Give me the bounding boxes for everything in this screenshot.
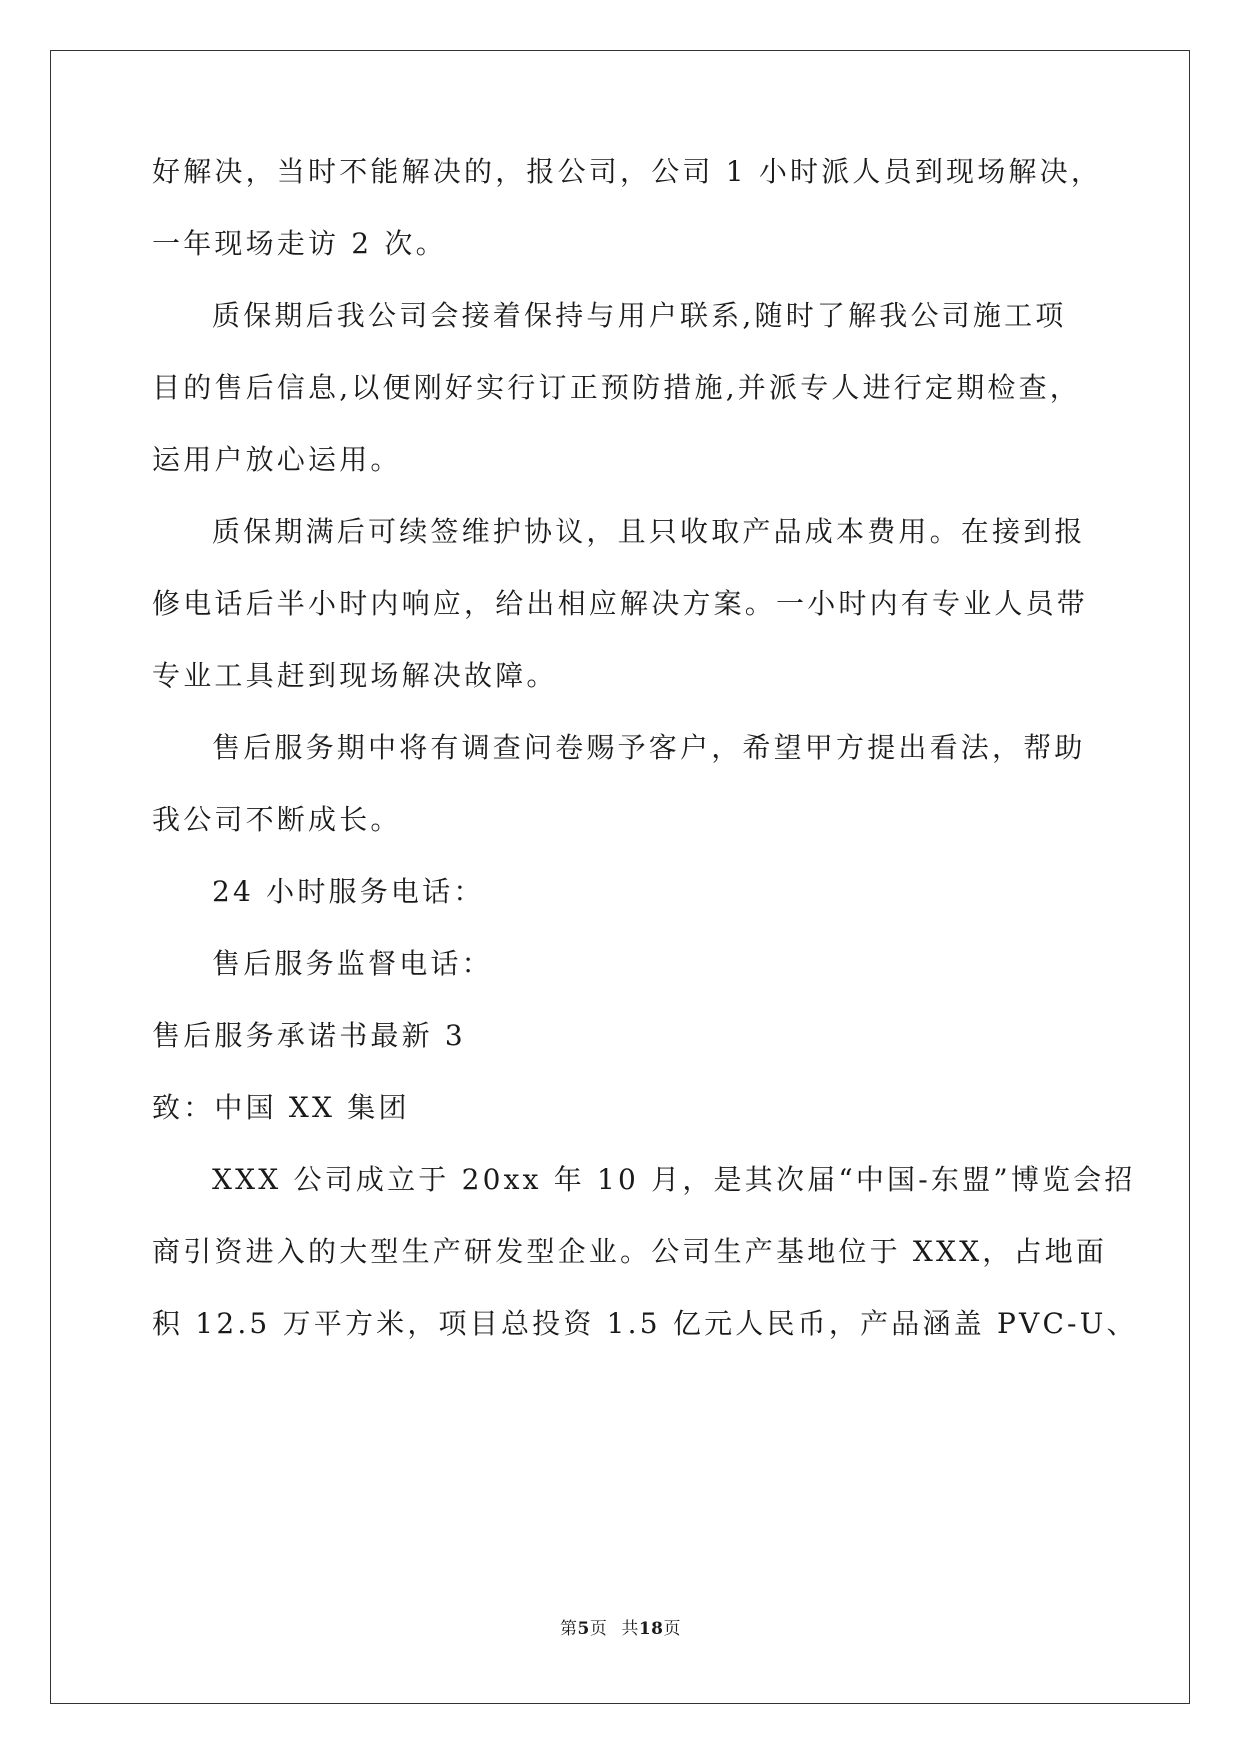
service-phone-line: 24 小时服务电话： (212, 875, 485, 908)
page-prefix: 第 (559, 1619, 578, 1639)
paragraph-start-line: 质保期后我公司会接着保持与用户联系,随时了解我公司施工项 (212, 299, 1067, 332)
total-page-number: 18 (638, 1619, 664, 1639)
section-heading: 售后服务承诺书最新 3 (152, 1019, 466, 1052)
body-text-line: 一年现场走访 2 次。 (152, 227, 447, 260)
page-footer (0, 1617, 1241, 1641)
recipient-line: 致：中国 XX 集团 (152, 1091, 410, 1124)
body-text-line: 运用户放心运用。 (152, 443, 402, 476)
body-text-line: 修电话后半小时内响应，给出相应解决方案。一小时内有专业人员带 (152, 587, 1089, 620)
page-suffix: 页 (589, 1619, 608, 1639)
body-text-line: 目的售后信息,以便刚好实行订正预防措施,并派专人进行定期检查， (152, 371, 1082, 404)
body-text-line: 好解决，当时不能解决的，报公司，公司 1 小时派人员到现场解决， (152, 155, 1103, 188)
body-text-line: 商引资进入的大型生产研发型企业。公司生产基地位于 XXX，占地面 (152, 1235, 1108, 1268)
current-page-number: 5 (577, 1619, 590, 1639)
paragraph-start-line: XXX 公司成立于 20xx 年 10 月，是其次届“中国-东盟”博览会招 (212, 1163, 1136, 1196)
body-text-line: 积 12.5 万平方米，项目总投资 1.5 亿元人民币，产品涵盖 PVC-U、 (152, 1307, 1138, 1340)
paragraph-start-line: 售后服务期中将有调查问卷赐予客户，希望甲方提出看法，帮助 (212, 731, 1086, 764)
total-prefix: 共 (621, 1619, 639, 1639)
paragraph-start-line: 质保期满后可续签维护协议，且只收取产品成本费用。在接到报 (212, 515, 1086, 548)
body-text-line: 我公司不断成长。 (152, 803, 402, 836)
body-text-line: 专业工具赶到现场解决故障。 (152, 659, 558, 692)
supervision-phone-line: 售后服务监督电话： (212, 947, 493, 980)
total-suffix: 页 (663, 1619, 681, 1639)
